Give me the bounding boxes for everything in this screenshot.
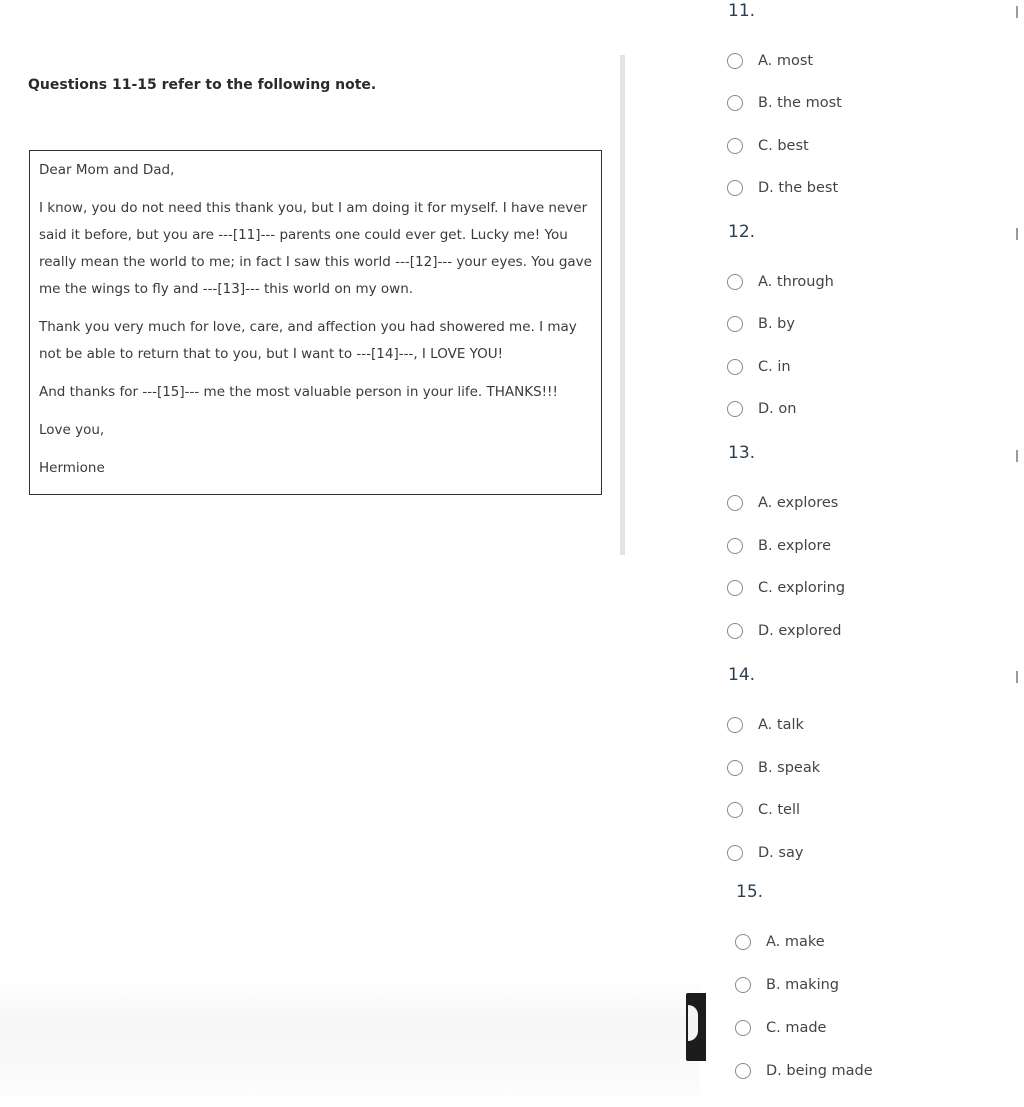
note-closing: Love you, [39, 422, 105, 438]
q15-option-d[interactable] [735, 1060, 873, 1082]
radio-icon[interactable] [727, 760, 743, 776]
option-label: C. exploring [758, 580, 846, 596]
option-label: A. talk [758, 717, 804, 733]
dark-edge-artifact [686, 993, 706, 1061]
question-15-number: 15. [736, 882, 764, 902]
edge-marker-icon [1016, 450, 1022, 462]
radio-icon[interactable] [727, 95, 743, 111]
option-label: B. by [758, 316, 795, 332]
radio-icon[interactable] [727, 53, 743, 69]
option-label: A. make [766, 934, 825, 950]
radio-icon[interactable] [727, 802, 743, 818]
radio-icon[interactable] [727, 495, 743, 511]
radio-icon[interactable] [735, 1020, 751, 1036]
scan-smudge [0, 975, 700, 1095]
option-label: B. the most [758, 95, 842, 111]
option-label: A. through [758, 274, 834, 290]
edge-marker-icon [1016, 6, 1022, 18]
q11-option-a[interactable] [727, 50, 813, 72]
q12-option-c[interactable] [727, 356, 791, 378]
question-14-number: 14. [728, 665, 756, 685]
radio-icon[interactable] [727, 316, 743, 332]
q12-option-a[interactable] [727, 271, 834, 293]
q14-option-c[interactable] [727, 799, 800, 821]
radio-icon[interactable] [727, 538, 743, 554]
note-signature: Hermione [39, 460, 105, 476]
option-label: D. the best [758, 180, 839, 196]
edge-marker-icon [1016, 671, 1022, 683]
radio-icon[interactable] [727, 401, 743, 417]
q12-option-b[interactable] [727, 313, 795, 335]
radio-icon[interactable] [727, 180, 743, 196]
option-label: C. tell [758, 802, 801, 818]
radio-icon[interactable] [727, 274, 743, 290]
q15-option-a[interactable] [735, 931, 825, 953]
note-box [29, 150, 602, 495]
radio-icon[interactable] [727, 623, 743, 639]
q15-option-b[interactable] [735, 974, 839, 996]
question-12-number: 12. [728, 222, 756, 242]
radio-icon[interactable] [735, 977, 751, 993]
note-greeting: Dear Mom and Dad, [39, 162, 175, 178]
q13-option-c[interactable] [727, 577, 845, 599]
radio-icon[interactable] [727, 717, 743, 733]
option-label: C. made [766, 1020, 827, 1036]
option-label: D. say [758, 845, 804, 861]
q12-option-d[interactable] [727, 398, 796, 420]
radio-icon[interactable] [727, 359, 743, 375]
option-label: A. most [758, 53, 814, 69]
option-label: A. explores [758, 495, 839, 511]
option-label: C. best [758, 138, 809, 154]
q14-option-b[interactable] [727, 757, 820, 779]
q11-option-d[interactable] [727, 177, 838, 199]
option-label: B. speak [758, 760, 821, 776]
radio-icon[interactable] [735, 1063, 751, 1079]
q13-option-b[interactable] [727, 535, 831, 557]
note-paragraph: Thank you very much for love, care, and affection you had showered me. I may not be able to return that to you, but I want to ---[14]---, I LOVE YOU! [39, 319, 577, 362]
q14-option-d[interactable] [727, 842, 803, 864]
option-label: B. making [766, 977, 839, 993]
option-label: B. explore [758, 538, 832, 554]
q13-option-a[interactable] [727, 492, 838, 514]
q11-option-c[interactable] [727, 135, 809, 157]
option-label: D. on [758, 401, 797, 417]
passage-intro: Questions 11-15 refer to the following note. [28, 77, 377, 93]
option-label: D. being made [766, 1063, 873, 1079]
note-paragraph: And thanks for ---[15]--- me the most valuable person in your life. THANKS!!! [39, 384, 558, 400]
question-13-number: 13. [728, 443, 756, 463]
question-11-number: 11. [728, 1, 756, 21]
edge-marker-icon [1016, 228, 1022, 240]
q11-option-b[interactable] [727, 92, 842, 114]
option-label: D. explored [758, 623, 842, 639]
q13-option-d[interactable] [727, 620, 842, 642]
radio-icon[interactable] [735, 934, 751, 950]
radio-icon[interactable] [727, 580, 743, 596]
q14-option-a[interactable] [727, 714, 804, 736]
radio-icon[interactable] [727, 845, 743, 861]
note-paragraph: I know, you do not need this thank you, but I am doing it for myself. I have never said it before, but you are ---[11]--- parents one could ever get. Lucky me! You really mean the world to me; in fact I saw this world ---[12]--- your eyes. You gave me the wings to fly and ---[13]--- this world on my own. [39, 200, 592, 297]
option-label: C. in [758, 359, 791, 375]
q15-option-c[interactable] [735, 1017, 826, 1039]
radio-icon[interactable] [727, 138, 743, 154]
panel-divider [620, 55, 625, 555]
